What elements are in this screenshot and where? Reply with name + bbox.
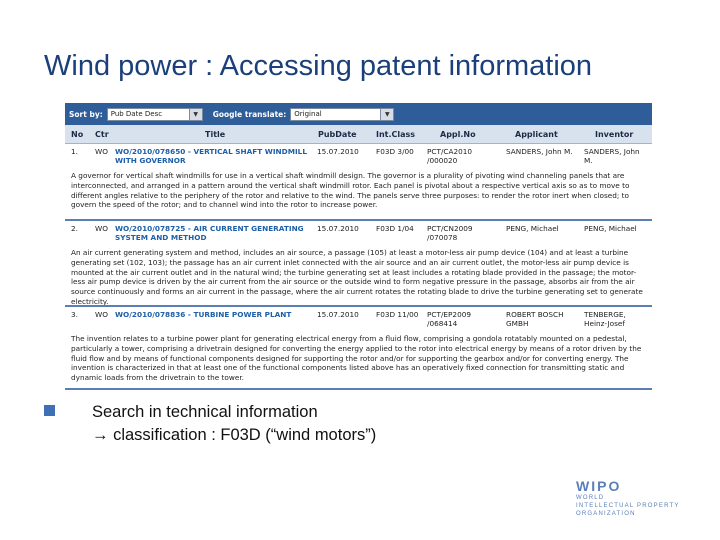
chevron-down-icon[interactable]: ▼ bbox=[380, 109, 393, 120]
row-applicant: PENG, Michael bbox=[506, 224, 559, 233]
row-applno: PCT/CA2010 /000020 bbox=[427, 147, 473, 165]
sort-select[interactable] bbox=[107, 108, 203, 121]
table-row bbox=[65, 221, 652, 246]
bullet-subtext: → classification : F03D (“wind motors”) bbox=[92, 426, 377, 444]
translate-select-value: Original bbox=[294, 110, 322, 118]
row-country: WO bbox=[95, 224, 108, 233]
logo-line: ORGANIZATION bbox=[576, 511, 636, 517]
row-title-link[interactable]: WO/2010/078836 - TURBINE POWER PLANT bbox=[115, 310, 292, 319]
col-header-ctr[interactable]: Ctr bbox=[95, 129, 109, 139]
table-row bbox=[65, 307, 652, 332]
sort-select-value: Pub Date Desc bbox=[110, 110, 163, 118]
wipo-logo bbox=[576, 478, 680, 518]
row-abstract: An air current generating system and method, includes an air source, a passage (105) at least a motor-less air pump device (104) and at least a turbine generating set (102, 103); the passage has an air current inlet connected with the air source and an air current outlet, the motor-less air pump device is mounted at the air current outlet and in the natural wind; the turbine generating set at least includes a rotating blade provided in the passage; the motor-less air pump device is driven by the air current from the air source or the outside wind to form negative pressure in the passage, absorbs air from the air source continuously and forms an air current in the passage, where the air current rotates the rotating blade to drive the turbine generating set to generate electricity. bbox=[65, 246, 652, 307]
table-header bbox=[65, 125, 652, 144]
col-header-applno[interactable]: Appl.No bbox=[440, 129, 476, 139]
row-abstract: A governor for vertical shaft windmills for use in a vertical shaft windmill design. The governor is a plurality of pivoting wind channeling panels that are interconnected, and arranged in a pattern around the vertical shaft windmill rotor. Each panel is pivotal about a respective vertical axis so as to move to different angles relative to the periphery of the rotor and relative to the wind. The panels serve three purposes: to render the rotor inert when closed; to govern the speed of the rotor; and to channel wind into the rotor to increase power. bbox=[65, 169, 652, 221]
row-inventor: PENG, Michael bbox=[584, 224, 637, 233]
logo-name: WIPO bbox=[576, 478, 622, 494]
col-header-intclass[interactable]: Int.Class bbox=[376, 129, 416, 139]
bullet-text: Search in technical information bbox=[92, 403, 318, 421]
sort-label: Sort by: bbox=[69, 109, 103, 119]
row-applno: PCT/CN2009 /070078 bbox=[427, 224, 473, 242]
row-applicant: ROBERT BOSCH GMBH bbox=[506, 310, 564, 328]
row-pubdate: 15.07.2010 bbox=[317, 310, 359, 319]
row-applno: PCT/EP2009 /068414 bbox=[427, 310, 471, 328]
row-abstract: The invention relates to a turbine power plant for generating electrical energy from a fluid flow, comprising a gondola rotatably mounted on a pedestal, particularly a tower, comprising a drivetrain designed for converting the energy applied to the rotor into electrical energy by means of a rotor driven by the fluid flow and by means of functional components designed for supporting the rotor and/or for supporting the gearbox and/or for converting energy. The invention is characterized in that at least one of the functional components listed above has an operatively fixed connection for transmitting static and dynamic loads from the drivetrain to the tower. bbox=[65, 332, 652, 390]
results-table bbox=[65, 125, 652, 390]
row-intclass: F03D 1/04 bbox=[376, 224, 414, 233]
translate-select[interactable] bbox=[290, 108, 394, 121]
translate-label: Google translate: bbox=[212, 109, 287, 119]
results-toolbar bbox=[65, 103, 652, 125]
row-pubdate: 15.07.2010 bbox=[317, 224, 359, 233]
row-inventor: TENBERGE, Heinz-Josef bbox=[584, 310, 626, 328]
col-header-applicant[interactable]: Applicant bbox=[515, 129, 558, 139]
row-title-link[interactable]: WO/2010/078725 - AIR CURRENT GENERATING SYSTEM AND METHOD bbox=[115, 224, 304, 242]
col-header-inventor[interactable]: Inventor bbox=[595, 129, 634, 139]
col-header-title[interactable]: Title bbox=[205, 129, 226, 139]
row-country: WO bbox=[95, 310, 108, 319]
col-header-pubdate[interactable]: PubDate bbox=[318, 129, 357, 139]
slide-title: Wind power : Accessing patent information bbox=[44, 50, 593, 82]
bullet-marker bbox=[44, 405, 55, 416]
row-pubdate: 15.07.2010 bbox=[317, 147, 359, 156]
row-applicant: SANDERS, John M. bbox=[506, 147, 573, 156]
row-number: 1. bbox=[71, 147, 78, 156]
col-header-no[interactable]: No bbox=[71, 129, 84, 139]
row-intclass: F03D 11/00 bbox=[376, 310, 419, 319]
row-country: WO bbox=[95, 147, 108, 156]
patent-search-screenshot bbox=[65, 103, 652, 396]
table-row bbox=[65, 144, 652, 169]
row-title-link[interactable]: WO/2010/078650 - VERTICAL SHAFT WINDMILL WITH GOVERNOR bbox=[115, 147, 307, 165]
logo-line: INTELLECTUAL PROPERTY bbox=[576, 503, 680, 509]
row-intclass: F03D 3/00 bbox=[376, 147, 414, 156]
row-number: 2. bbox=[71, 224, 78, 233]
chevron-down-icon[interactable]: ▼ bbox=[189, 109, 202, 120]
logo-line: WORLD bbox=[576, 495, 605, 501]
row-number: 3. bbox=[71, 310, 78, 319]
row-inventor: SANDERS, John M. bbox=[584, 147, 640, 165]
